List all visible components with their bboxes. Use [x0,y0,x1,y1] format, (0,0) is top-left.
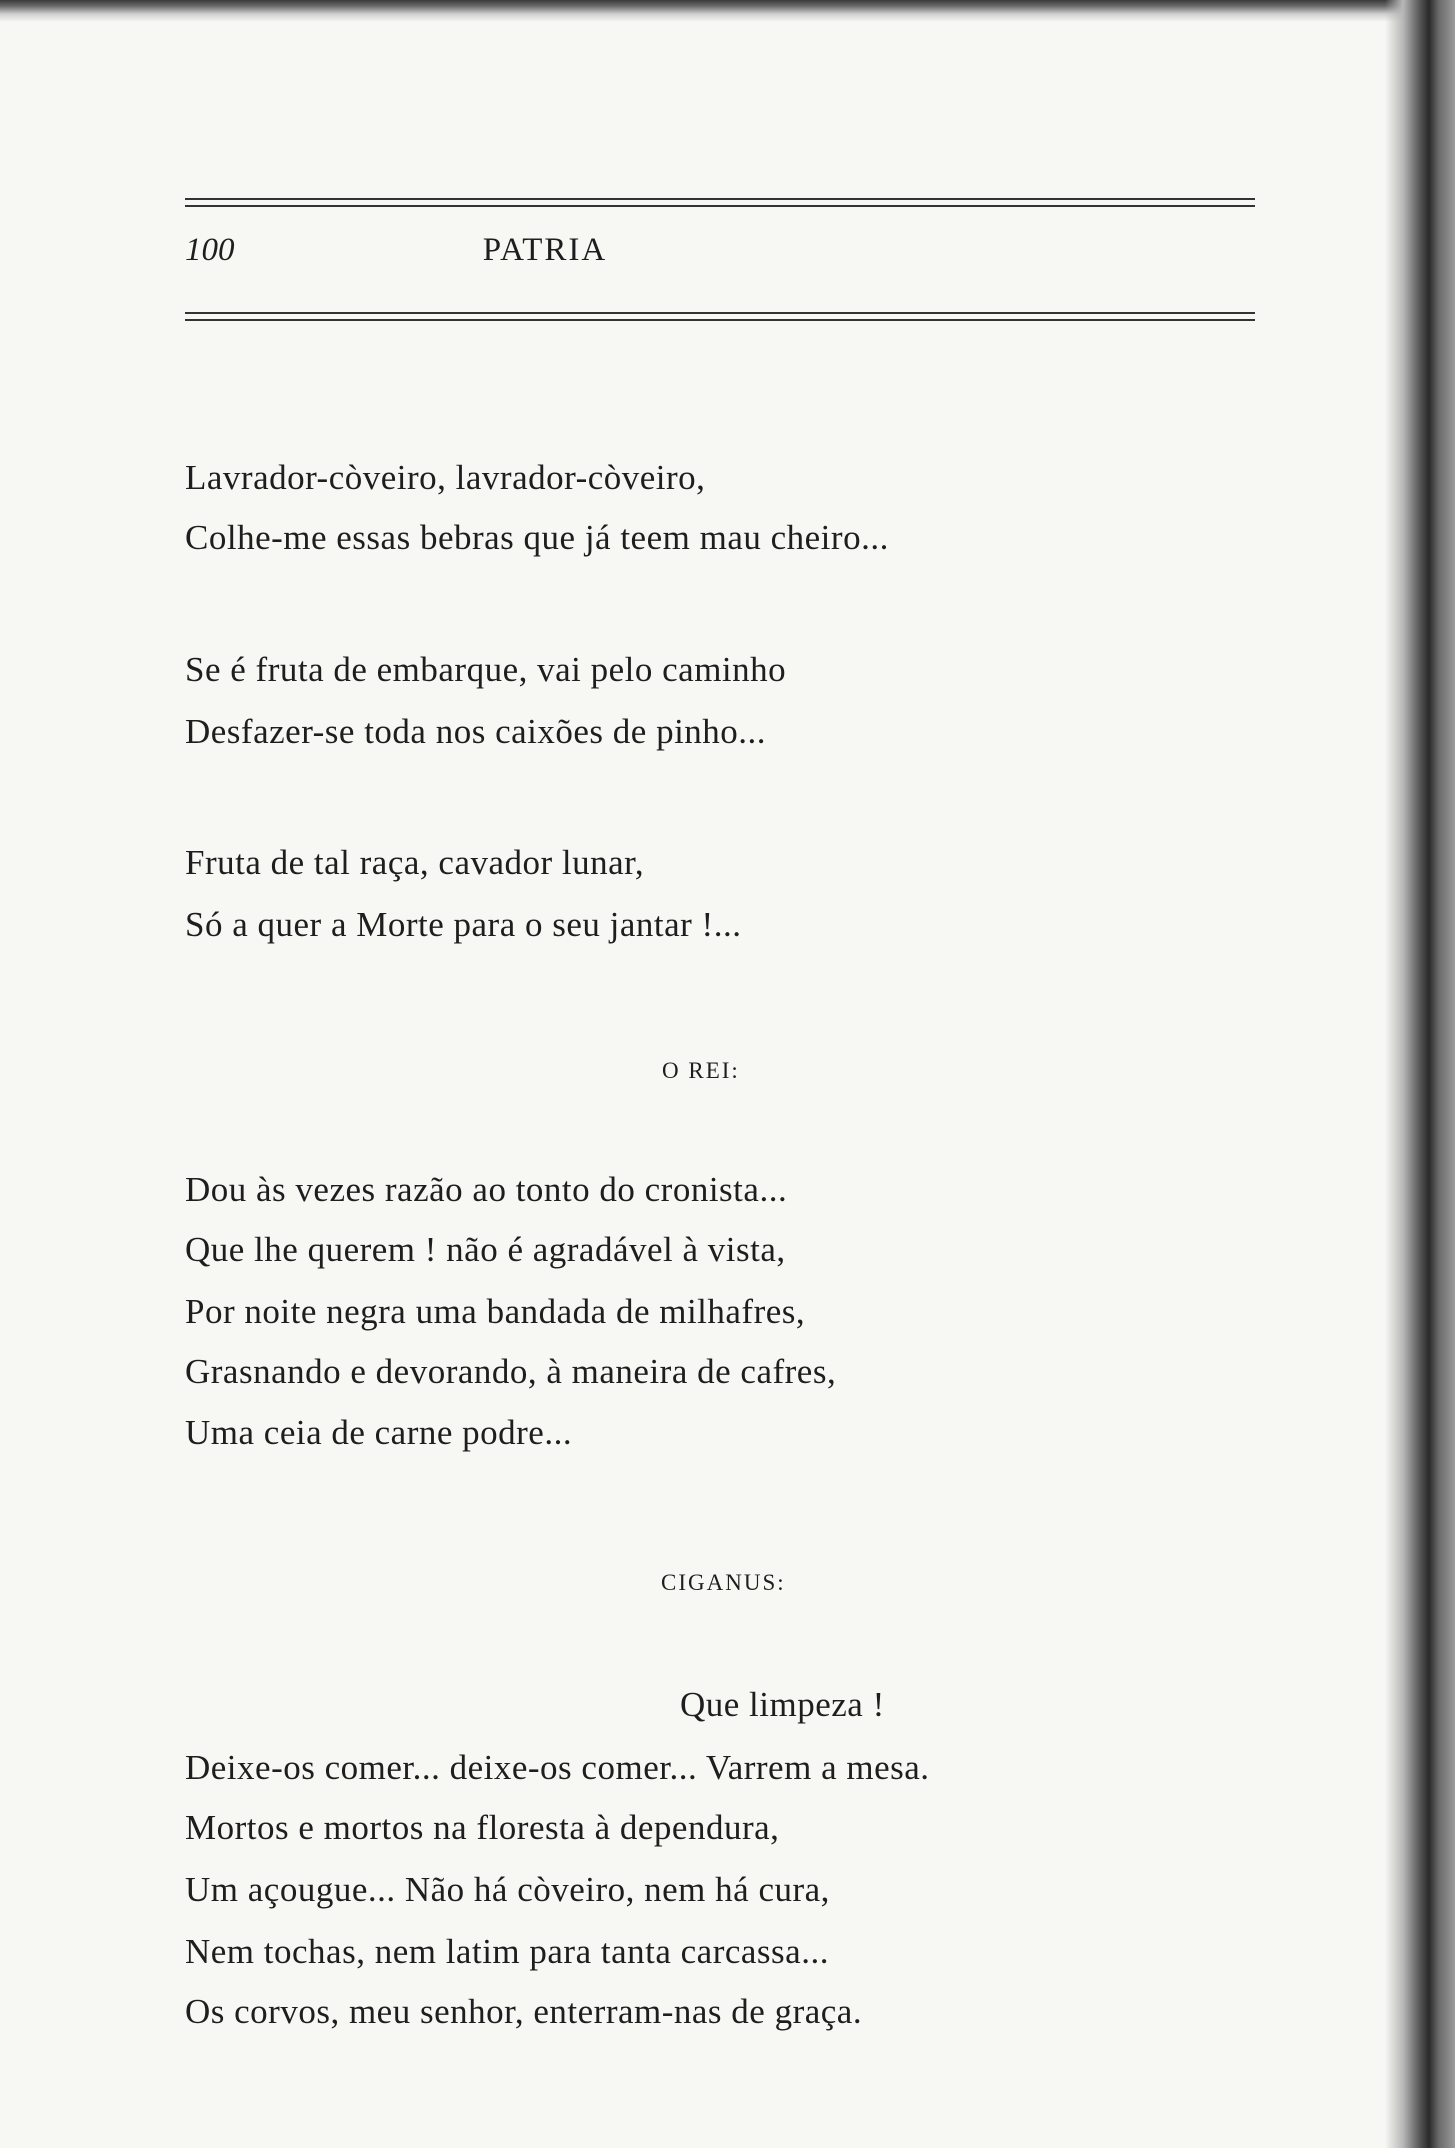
verse-line: Deixe-os comer... deixe-os comer... Varrem a mesa. [185,1748,930,1787]
header-rule-bottom [185,312,1255,321]
speaker-label-ciganus: CIGANUS: [661,1570,786,1595]
verse-line: Dou às vezes razão ao tonto do cronista... [185,1170,788,1209]
verse-line: Mortos e mortos na floresta à dependura, [185,1808,780,1847]
header-rule-top [185,198,1255,207]
verse-line: Por noite negra uma bandada de milhafres, [185,1292,806,1331]
page-number: 100 [185,232,235,268]
verse-line: Nem tochas, nem latim para tanta carcassa... [185,1932,829,1971]
verse-line: Só a quer a Morte para o seu jantar !... [185,905,742,944]
verse-line: Desfazer-se toda nos caixões de pinho... [185,712,767,751]
verse-line-indented: Que limpeza ! [680,1685,885,1724]
verse-line: Grasnando e devorando, à maneira de cafres, [185,1352,837,1391]
verse-line: Os corvos, meu senhor, enterram-nas de graça. [185,1992,863,2031]
verse-line: Uma ceia de carne podre... [185,1413,573,1452]
page-top-edge [0,0,1455,22]
page-header [185,232,1255,282]
speaker-label-rei: O REI: [662,1058,740,1083]
verse-line: Que lhe querem ! não é agradável à vista, [185,1230,786,1269]
verse-line: Colhe-me essas bebras que já teem mau cheiro... [185,518,889,557]
verse-line: Lavrador-còveiro, lavrador-còveiro, [185,458,706,497]
running-title: PATRIA [482,232,608,268]
verse-line: Se é fruta de embarque, vai pelo caminho [185,650,787,689]
verse-line: Fruta de tal raça, cavador lunar, [185,843,645,882]
verse-line: Um açougue... Não há còveiro, nem há cura, [185,1870,830,1909]
page-binding-shadow [1385,0,1455,2148]
